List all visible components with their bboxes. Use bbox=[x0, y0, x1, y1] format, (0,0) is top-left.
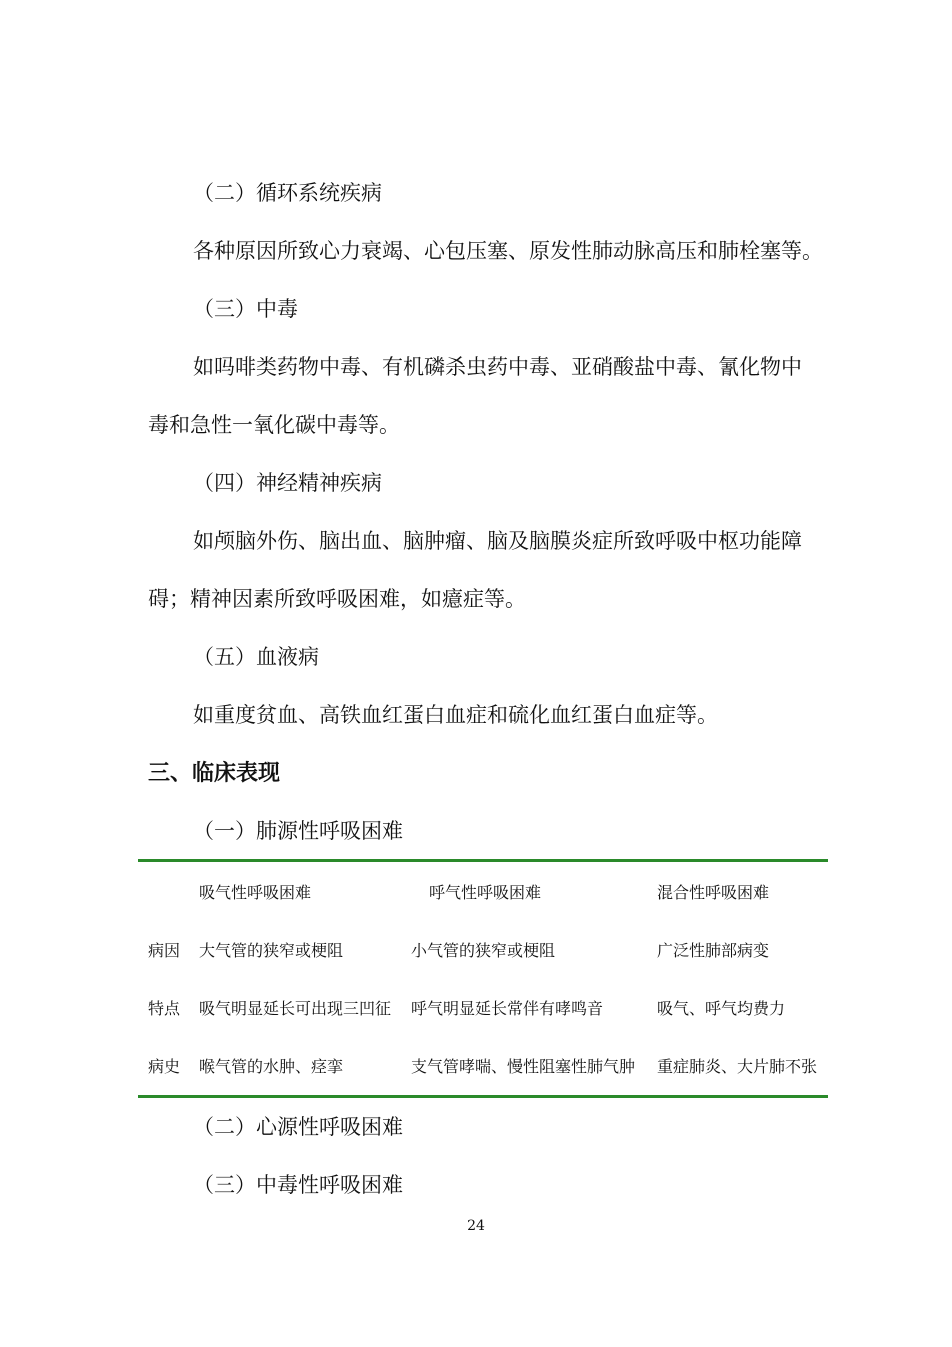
table-cell: 重症肺炎、大片肺不张 bbox=[657, 1057, 818, 1076]
section-heading-clinical: 三、临床表现 bbox=[148, 760, 281, 786]
table-header-mixed: 混合性呼吸困难 bbox=[657, 883, 770, 902]
table-top-rule bbox=[138, 859, 828, 862]
dyspnea-table bbox=[138, 859, 828, 1099]
subheading-blood: （五）血液病 bbox=[193, 645, 319, 669]
table-header-expiratory: 呼气性呼吸困难 bbox=[429, 883, 542, 902]
paragraph-neuro-line2: 碍；精神因素所致呼吸困难，如癔症等。 bbox=[148, 587, 526, 611]
paragraph-poisoning-line2: 毒和急性一氧化碳中毒等。 bbox=[148, 413, 400, 437]
subheading-circulatory: （二）循环系统疾病 bbox=[193, 181, 382, 205]
table-row-label: 特点 bbox=[148, 999, 181, 1018]
table-cell: 吸气、呼气均费力 bbox=[657, 999, 786, 1018]
table-cell: 呼气明显延长常伴有哮鸣音 bbox=[411, 999, 604, 1018]
paragraph-circulatory: 各种原因所致心力衰竭、心包压塞、原发性肺动脉高压和肺栓塞等。 bbox=[193, 239, 823, 263]
paragraph-neuro-line1: 如颅脑外伤、脑出血、脑肿瘤、脑及脑膜炎症所致呼吸中枢功能障 bbox=[193, 529, 802, 553]
table-cell: 广泛性肺部病变 bbox=[657, 941, 770, 960]
table-cell: 喉气管的水肿、痉挛 bbox=[199, 1057, 344, 1076]
subheading-poisoning: （三）中毒 bbox=[193, 297, 298, 321]
table-cell: 大气管的狭窄或梗阻 bbox=[199, 941, 344, 960]
table-cell: 小气管的狭窄或梗阻 bbox=[411, 941, 556, 960]
subheading-toxic: （三）中毒性呼吸困难 bbox=[193, 1173, 403, 1197]
table-cell: 支气管哮喘、慢性阻塞性肺气肿 bbox=[411, 1057, 636, 1076]
table-header-inspiratory: 吸气性呼吸困难 bbox=[199, 883, 312, 902]
paragraph-poisoning-line1: 如吗啡类药物中毒、有机磷杀虫药中毒、亚硝酸盐中毒、氰化物中 bbox=[193, 355, 802, 379]
subheading-pulmonary: （一）肺源性呼吸困难 bbox=[193, 819, 403, 843]
table-bottom-rule bbox=[138, 1095, 828, 1098]
table-cell: 吸气明显延长可出现三凹征 bbox=[199, 999, 392, 1018]
page-number: 24 bbox=[467, 1218, 485, 1234]
paragraph-blood: 如重度贫血、高铁血红蛋白血症和硫化血红蛋白血症等。 bbox=[193, 703, 718, 727]
subheading-cardiac: （二）心源性呼吸困难 bbox=[193, 1115, 403, 1139]
table-row-label: 病史 bbox=[148, 1057, 181, 1076]
subheading-neuro: （四）神经精神疾病 bbox=[193, 471, 382, 495]
table-row-label: 病因 bbox=[148, 941, 181, 960]
